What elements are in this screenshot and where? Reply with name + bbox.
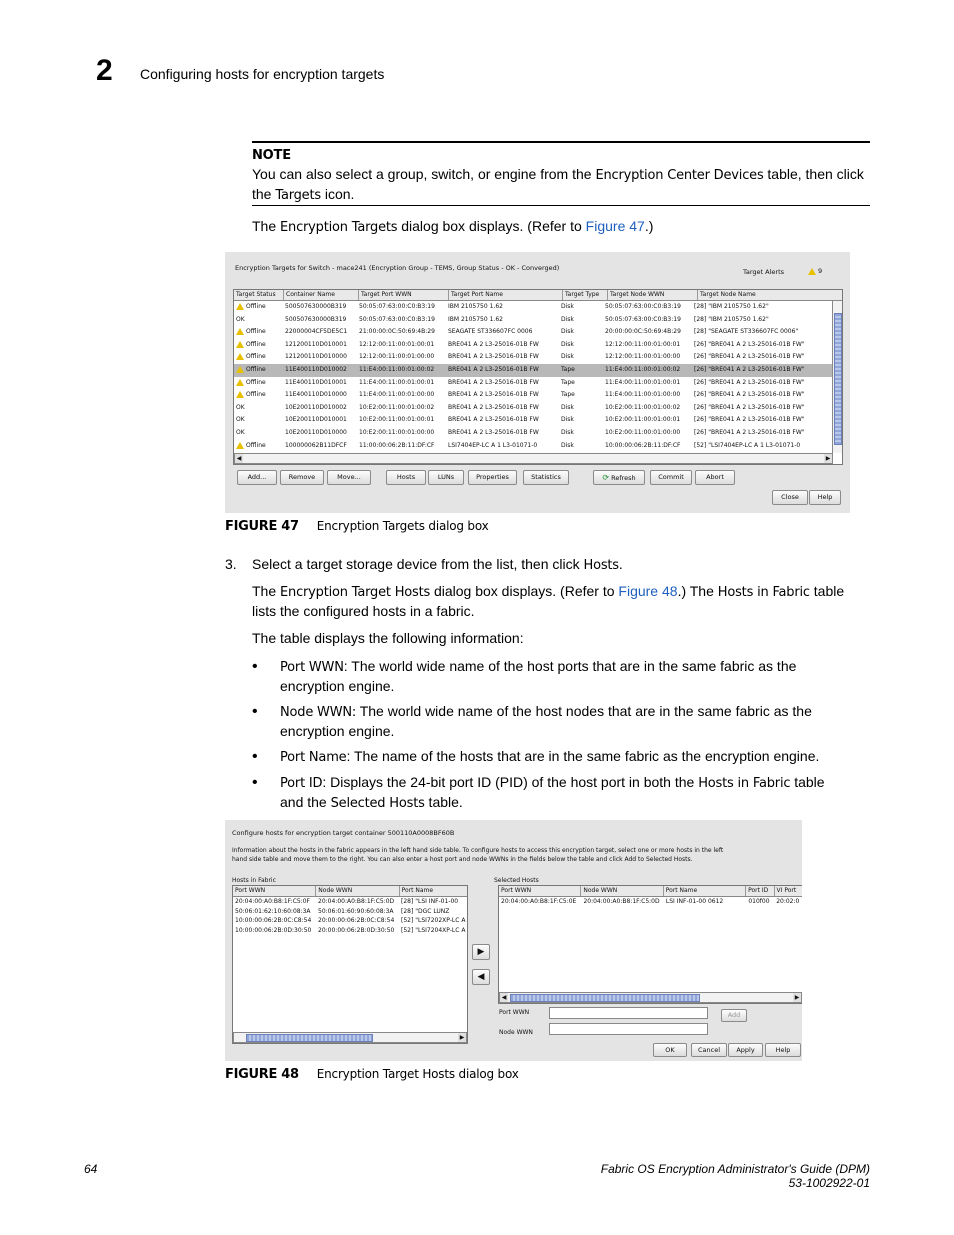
luns-button[interactable]: LUNs [428, 470, 464, 485]
warning-icon [236, 353, 244, 360]
host-cell: 10:00:00:06:2B:0C:C8:54 [235, 917, 312, 925]
close-button[interactable]: Close [772, 490, 808, 505]
move-right-button[interactable] [472, 944, 490, 960]
table-cell: 11:E4:00:11:00:01:00:01 [605, 378, 681, 386]
p2-t2: dialog box displays. (Refer to [430, 583, 619, 599]
table-row[interactable] [234, 414, 842, 427]
table-cell: 50:05:07:63:00:C0:B3:19 [605, 303, 681, 310]
note-bottom-rule [252, 205, 870, 206]
scroll-right-icon[interactable]: ▶ [825, 455, 831, 462]
table-cell: 121200110D010000 [285, 353, 347, 361]
table-cell [234, 326, 283, 339]
table-cell [234, 339, 283, 352]
note-kw-targets: Targets [275, 188, 321, 203]
figure-47-caption [225, 518, 489, 534]
table-cell: 10E200110D010001 [285, 416, 347, 424]
abort-button[interactable]: Abort [695, 470, 735, 485]
table-row[interactable] [234, 326, 842, 339]
cancel-button[interactable]: Cancel [691, 1043, 727, 1057]
p2-line1 [252, 582, 872, 602]
table-cell: Tape [561, 365, 575, 373]
note-text-2: table, then click the [252, 166, 864, 202]
table-cell: [26] "BRE041 A 2 L3-25016-01B FW" [694, 340, 805, 348]
left-scroll-thumb[interactable] [246, 1034, 373, 1042]
table-cell: 12:12:00:11:00:01:00:01 [605, 340, 681, 348]
ok-button[interactable]: OK [653, 1043, 687, 1057]
table-cell: 11E400110D010001 [285, 378, 347, 386]
right-scroll-left-icon[interactable]: ◀ [501, 994, 507, 1001]
dialog-title: Encryption Targets for Switch - mace241 (Encryption Group - TEMS, Group Status - OK - Converged) [235, 264, 560, 272]
right-col-port-wwn[interactable]: Port WWN [499, 886, 581, 896]
bullet-icon: • [252, 658, 258, 675]
add-host-button[interactable]: Add [721, 1009, 747, 1022]
host-cell: [52] "LSI7202XP-LC A [401, 917, 466, 925]
warning-icon [236, 391, 244, 398]
table-cell: Disk [561, 403, 574, 411]
table-row[interactable] [234, 389, 842, 402]
step-3-text [252, 555, 623, 575]
table-cell: 50:05:07:63:00:C0:B3:19 [359, 303, 435, 310]
host-cell: 20:00:00:06:2B:0D:30:50 [318, 926, 395, 934]
table-cell: Disk [561, 441, 574, 449]
table-cell: 12:12:00:11:00:01:00:00 [605, 353, 681, 361]
col-target-port-name[interactable]: Target Port Name [449, 290, 563, 300]
status-text: Offline [246, 365, 266, 373]
table-cell: Tape [561, 378, 575, 386]
host-cell: 20:04:00:A0:B8:1F:C5:0F [235, 898, 310, 905]
table-cell [234, 440, 283, 453]
figure-47-link[interactable]: Figure 47 [585, 218, 645, 234]
table-cell: LSI7404EP-LC A 1 L3-01071-0 [448, 441, 538, 449]
info-line-2: hand side table and move them to the right. You can also enter a host port and node WWNs in the fields below the table and click Add to Selected Hosts. [232, 856, 693, 863]
bullet-list [252, 657, 872, 819]
status-text: Offline [246, 340, 266, 348]
host-cell: 10:00:00:06:2B:0D:30:50 [235, 926, 312, 934]
b3-text3: table [790, 774, 825, 790]
bullet-port-name [252, 747, 872, 767]
col-target-node-wwn[interactable]: Target Node WWN [608, 290, 698, 300]
properties-button[interactable]: Properties [468, 470, 517, 485]
table-cell: 11:E4:00:11:00:01:00:01 [359, 378, 435, 386]
table-cell: 500507630000B319 [285, 315, 347, 323]
table-cell: [26] "BRE041 A 2 L3-25016-01B FW" [694, 403, 805, 411]
table-cell: Disk [561, 328, 574, 336]
hosts-help-button[interactable]: Help [765, 1043, 801, 1057]
selected-hosts-label: Selected Hosts [494, 877, 539, 884]
table-body [234, 301, 842, 452]
table-cell: 121200110D010001 [285, 340, 347, 348]
table-cell: 10E200110D010000 [285, 428, 347, 436]
move-left-button[interactable] [472, 969, 490, 985]
b3-kw2: Hosts in Fabric [698, 776, 791, 791]
table-cell: 50:05:07:63:00:C0:B3:19 [605, 315, 681, 323]
table-cell: 12:12:00:11:00:01:00:00 [359, 353, 435, 361]
hosts-button[interactable]: Hosts [386, 470, 426, 485]
table-cell: [28] "IBM 2105750 1.62" [694, 315, 769, 323]
table-cell: BRE041 A 2 L3-25016-01B FW [448, 340, 539, 348]
table-cell: 11:E4:00:11:00:01:00:02 [359, 365, 435, 373]
p1-t2: dialog box displays. (Refer to [397, 218, 586, 234]
col-target-type[interactable]: Target Type [563, 290, 608, 300]
table-cell: 10E200110D010002 [285, 403, 347, 411]
table-cell: 20:00:00:0C:50:69:4B:29 [605, 328, 681, 336]
add-button[interactable]: Add... [237, 470, 277, 485]
table-cell: 10:E2:00:11:00:01:00:02 [359, 403, 435, 411]
warning-icon [236, 341, 244, 348]
node-wwn-label: Node WWN [499, 1029, 533, 1036]
p1-kw: Encryption Targets [280, 220, 398, 235]
chapter-title: Configuring hosts for encryption targets [140, 66, 385, 82]
target-alerts-label: Target Alerts [743, 268, 785, 276]
left-col-node-wwn[interactable]: Node WWN [316, 886, 399, 896]
warning-icon [236, 303, 244, 310]
note-text [252, 165, 872, 205]
right-col-node-wwn[interactable]: Node WWN [581, 886, 663, 896]
note-text-1: You can also select a group, switch, or engine from the [252, 166, 596, 182]
right-horizontal-scrollbar[interactable] [499, 992, 802, 1003]
table-cell: Disk [561, 303, 574, 310]
b0-kw: Port WWN [280, 660, 344, 675]
refresh-button[interactable] [593, 470, 645, 485]
s3-kw: Hosts [583, 558, 619, 573]
table-cell: [26] "BRE041 A 2 L3-25016-01B FW" [694, 378, 805, 386]
b3-text4: table. [424, 794, 463, 810]
table-row[interactable] [234, 402, 842, 415]
host-row[interactable] [233, 926, 467, 936]
bullet-icon: • [252, 748, 258, 765]
left-table-body [233, 897, 467, 935]
right-col-vi-port[interactable]: VI Port [776, 887, 797, 894]
table-cell: [26] "BRE041 A 2 L3-25016-01B FW" [694, 428, 805, 436]
port-wwn-label: Port WWN [499, 1009, 530, 1016]
table-cell [234, 364, 283, 377]
bullet-icon: • [252, 774, 258, 791]
table-cell: 12:12:00:11:00:01:00:01 [359, 340, 435, 348]
hosts-in-fabric-label: Hosts in Fabric [232, 877, 276, 884]
right-scroll-right-icon[interactable]: ▶ [794, 994, 800, 1001]
refresh-icon: ⟳ [602, 473, 610, 482]
host-cell: [28] "LSI INF-01-00 [401, 898, 459, 905]
note-kw-devices: Encryption Center Devices [595, 168, 764, 183]
move-button[interactable]: Move... [327, 470, 371, 485]
warning-icon [236, 442, 244, 449]
table-cell [234, 301, 283, 314]
b1-text2: encryption engine. [280, 723, 395, 739]
table-cell: BRE041 A 2 L3-25016-01B FW [448, 428, 539, 436]
figure-48-label: FIGURE 48 [225, 1067, 299, 1082]
figure-48-screenshot [225, 820, 802, 1061]
table-header [234, 290, 842, 301]
warning-icon [236, 328, 244, 335]
table-cell: Disk [561, 315, 574, 323]
table-cell: 10:00:00:06:2B:11:DF:CF [605, 441, 681, 449]
table-cell: 11E400110D010002 [285, 365, 347, 373]
doc-number: 53-1002922-01 [788, 1176, 870, 1190]
selected-host-cell: 20:04:00:A0:B8:1F:C5:0D [583, 898, 660, 905]
host-row[interactable] [233, 907, 467, 917]
table-cell: [26] "BRE041 A 2 L3-25016-01B FW" [694, 353, 805, 361]
p2-kw1: Encryption Target Hosts [280, 585, 431, 600]
table-cell: SEAGATE ST336607FC 0006 [448, 328, 533, 336]
encryption-targets-table[interactable] [233, 289, 843, 465]
hosts-dialog-title: Configure hosts for encryption target container 500110A0008BF60B [232, 829, 455, 837]
table-cell: 10:E2:00:11:00:01:00:02 [605, 403, 681, 411]
table-cell: BRE041 A 2 L3-25016-01B FW [448, 365, 539, 373]
table-cell: Disk [561, 353, 574, 361]
table-cell: [26] "BRE041 A 2 L3-25016-01B FW" [694, 416, 805, 424]
hosts-in-fabric-table[interactable] [232, 885, 468, 1044]
table-cell: 10:E2:00:11:00:01:00:00 [359, 428, 435, 436]
table-cell: [52] "LSI7404EP-LC A 1 L3-01071-0 [694, 441, 801, 449]
b1-kw: Node WWN: [280, 705, 357, 720]
para-target-hosts [252, 582, 872, 621]
warning-icon [236, 366, 244, 373]
p2-kw2: Hosts in Fabric [717, 585, 810, 600]
note-top-rule [252, 141, 870, 143]
para-table-info: The table displays the following information: [252, 630, 524, 646]
table-cell: BRE041 A 2 L3-25016-01B FW [448, 353, 539, 361]
table-cell: [26] "BRE041 A 2 L3-25016-01B FW" [694, 365, 805, 373]
left-horizontal-scrollbar[interactable] [233, 1032, 467, 1043]
figure-48-link[interactable]: Figure 48 [618, 583, 678, 599]
info-line-1: Information about the hosts in the fabric appears in the left hand side table. To configure hosts to access this encryption target, select one or more hosts in the left [232, 847, 724, 854]
table-cell: Disk [561, 416, 574, 424]
node-wwn-input[interactable] [549, 1023, 708, 1035]
table-cell: Tape [561, 391, 575, 399]
table-cell: OK [236, 416, 245, 424]
arrow-left-icon: ◀ [477, 972, 485, 982]
selected-hosts-table[interactable] [498, 885, 802, 1004]
b0-text2: encryption engine. [280, 678, 395, 694]
b3-kw: Port ID [280, 776, 323, 791]
target-alerts-count[interactable] [808, 267, 822, 275]
table-cell: 50:05:07:63:00:C0:B3:19 [359, 315, 435, 323]
host-row[interactable] [233, 916, 467, 926]
note-text-3: icon. [320, 186, 355, 202]
status-text: Offline [246, 303, 266, 310]
help-button[interactable]: Help [809, 490, 841, 505]
right-col-port-name[interactable]: Port Name [664, 886, 746, 896]
p2-t1: The [252, 583, 281, 599]
note-label: NOTE [252, 148, 291, 163]
table-cell: 11E400110D010000 [285, 391, 347, 399]
alert-count: 9 [818, 267, 823, 275]
figure-47-label: FIGURE 47 [225, 519, 299, 534]
table-cell: [28] "IBM 2105750 1.62" [694, 303, 769, 310]
table-row[interactable] [234, 440, 842, 453]
bullet-port-id [252, 773, 872, 813]
commit-button[interactable]: Commit [650, 470, 692, 485]
b2-text: : The name of the hosts that are in the same fabric as the encryption engine. [346, 748, 820, 764]
table-cell [234, 351, 283, 364]
table-cell: BRE041 A 2 L3-25016-01B FW [448, 416, 539, 424]
remove-button[interactable]: Remove [280, 470, 324, 485]
b0-text: : The world wide name of the host ports that are in the same fabric as the [343, 658, 797, 674]
vertical-scroll-thumb[interactable] [834, 313, 842, 445]
selected-host-cell: 20:02:0 [776, 898, 800, 905]
host-cell: [28] "DGC LUNZ [401, 907, 450, 915]
right-table-header [499, 886, 802, 897]
table-cell: 11:00:00:06:2B:11:DF:CF [359, 441, 435, 449]
b3-text2a: and the [280, 794, 331, 810]
host-cell: 50:06:01:62:10:60:08:3A [235, 907, 311, 915]
b2-kw: Port Name [280, 750, 347, 765]
bullet-icon: • [252, 703, 258, 720]
apply-button[interactable]: Apply [728, 1043, 763, 1057]
b3-text: : Displays the 24-bit port ID (PID) of the host port in both the [322, 774, 699, 790]
figure-48-caption [225, 1066, 519, 1082]
footer-guide [601, 1162, 870, 1190]
table-cell: OK [236, 403, 245, 411]
b3-kw3: Selected Hosts [330, 796, 425, 811]
guide-title: Fabric OS Encryption Administrator's Guide (DPM) [600, 1162, 870, 1176]
table-cell: Disk [561, 428, 574, 436]
table-cell: 11:E4:00:11:00:01:00:00 [605, 391, 681, 399]
table-row[interactable] [234, 314, 842, 327]
table-cell: 100000062B11DFCF [285, 441, 347, 449]
bullet-port-wwn [252, 657, 872, 696]
table-cell: 500507630000B319 [285, 303, 347, 310]
host-cell: 20:04:00:A0:B8:1F:C5:0D [318, 898, 395, 905]
right-col-port-id[interactable]: Port ID [746, 886, 774, 896]
table-row[interactable] [234, 377, 842, 390]
table-cell: OK [236, 315, 245, 323]
table-cell: Disk [561, 340, 574, 348]
status-text: Offline [246, 328, 266, 336]
refresh-label: Refresh [611, 474, 636, 482]
selected-host-cell: 20:04:00:A0:B8:1F:C5:0E [501, 898, 577, 905]
col-target-node-name[interactable]: Target Node Name [700, 291, 756, 298]
arrow-right-icon: ▶ [477, 947, 485, 957]
table-cell: 10:E2:00:11:00:01:00:01 [605, 416, 681, 424]
table-row[interactable] [234, 364, 842, 377]
col-target-port-wwn[interactable]: Target Port WWN [359, 290, 449, 300]
table-cell: [26] "BRE041 A 2 L3-25016-01B FW" [694, 391, 805, 399]
step-3-number: 3. [225, 556, 237, 572]
figure-48-title: Encryption Target Hosts dialog box [316, 1067, 519, 1081]
table-cell: 11:E4:00:11:00:01:00:00 [359, 391, 435, 399]
table-cell: IBM 2105750 1.62 [448, 315, 503, 323]
selected-host-row[interactable] [499, 897, 802, 907]
s3-t2: . [618, 556, 623, 572]
host-cell: 50:06:01:60:90:60:08:3A [318, 907, 394, 915]
selected-host-cell: LSI INF-01-00 0612 [665, 898, 724, 905]
para-encryption-targets [252, 217, 653, 237]
table-cell: 10:E2:00:11:00:01:00:00 [605, 428, 681, 436]
table-row[interactable] [234, 427, 842, 440]
note [252, 146, 872, 205]
table-row[interactable] [234, 301, 842, 314]
p1-t3: .) [644, 218, 654, 234]
page-number: 64 [84, 1162, 98, 1176]
table-row[interactable] [234, 351, 842, 364]
p2-line2: lists the configured hosts in a fabric. [252, 603, 475, 619]
table-cell: BRE041 A 2 L3-25016-01B FW [448, 391, 539, 399]
status-text: Offline [246, 378, 266, 386]
chapter-number: 2 [96, 54, 113, 87]
status-text: Offline [246, 391, 266, 399]
p2-t4: table [809, 583, 845, 599]
col-container-name[interactable]: Container Name [284, 290, 359, 300]
table-cell: 21:00:00:0C:50:69:4B:29 [359, 328, 435, 336]
table-cell: 22000004CF5DE5C1 [285, 328, 348, 336]
p1-t1: The [252, 218, 281, 234]
table-row[interactable] [234, 339, 842, 352]
statistics-button[interactable]: Statistics [523, 470, 569, 485]
vertical-scrollbar[interactable] [832, 301, 842, 453]
figure-47-screenshot [225, 252, 850, 513]
right-table-body [499, 897, 802, 907]
b1-text: The world wide name of the host nodes that are in the same fabric as the [356, 703, 812, 719]
left-table-header [233, 886, 467, 897]
bullet-node-wwn [252, 702, 872, 741]
left-col-port-name[interactable]: Port Name [401, 887, 434, 894]
table-cell: 11:E4:00:11:00:01:00:02 [605, 365, 681, 373]
host-cell: [52] "LSI7204XP-LC A [401, 926, 466, 934]
table-cell: BRE041 A 2 L3-25016-01B FW [448, 403, 539, 411]
right-scroll-thumb[interactable] [510, 994, 700, 1002]
table-cell [234, 377, 283, 390]
scroll-left-icon[interactable]: ◀ [236, 455, 242, 462]
table-cell: BRE041 A 2 L3-25016-01B FW [448, 378, 539, 386]
left-col-port-wwn[interactable]: Port WWN [233, 886, 316, 896]
warning-icon [808, 268, 816, 275]
horizontal-scrollbar[interactable] [234, 453, 833, 464]
status-text: Offline [246, 353, 266, 361]
status-text: Offline [246, 441, 266, 449]
table-cell: [28] "SEAGATE ST336607FC 0006" [694, 328, 799, 336]
left-scroll-right-icon[interactable]: ▶ [459, 1034, 465, 1041]
warning-icon [236, 379, 244, 386]
figure-47-title: Encryption Targets dialog box [316, 519, 489, 533]
s3-t1: Select a target storage device from the list, then click [252, 556, 584, 572]
table-cell: 10:E2:00:11:00:01:00:01 [359, 416, 435, 424]
p2-t3: .) The [677, 583, 718, 599]
host-row[interactable] [233, 897, 467, 907]
table-cell [234, 389, 283, 402]
port-wwn-input[interactable] [549, 1007, 708, 1019]
table-cell: IBM 2105750 1.62 [448, 303, 503, 310]
selected-host-cell: 010f00 [748, 898, 770, 905]
col-target-status[interactable]: Target Status [234, 290, 284, 300]
host-cell: 20:00:00:06:2B:0C:C8:54 [318, 917, 395, 925]
table-cell: OK [236, 428, 245, 436]
